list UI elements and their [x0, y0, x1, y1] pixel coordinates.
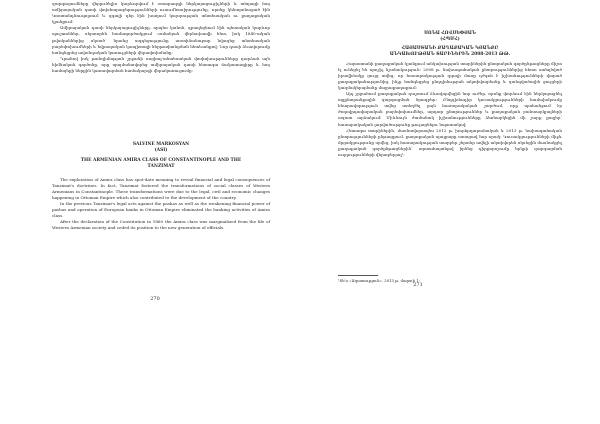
right-page [300, 0, 600, 424]
right-page-number: 271 [413, 282, 423, 288]
left-page-number: 270 [150, 296, 160, 302]
footnote: ¹Տե՛ս «Ազատություն», 2013 թ. մարտի 1: [338, 278, 420, 283]
left-armenian-paragraph-3: Դրանով իսկ թանզիմաթյան շրջանի սոցիալ-տնտեսական փոփոխությունները դարձան այն հիմնական գործոնը, որը պայմանավորեց ամիրայական դասի հետագա ճակատագիրը և հայ համայնքի ներքին կառավարման համակարգի վերակառուցումը: [52, 55, 270, 74]
left-armenian-paragraph-2: Ամիրայական դասի ներկայացուցիչները, որպես կանոն, զբաղեցնում էին պետական կարևոր պաշտոններ, սերտորեն համագործակցում օսմանյան վերնախավի հետ, իսկ 1840-ական թվականներից սկսած՝ նրանց ազդեցությունը աստիճանաբար նվազեց տնտեսական բարեփոխումների և եվրոպական կապիտալի ներթափանցման հետևանքով: Նոր դասի ձևավորումը հանգեցրեց ավանդական կառույցների վերափոխմանը: [52, 25, 270, 55]
article-paragraph-2: Այդ շրջանում քաղաքական դաշտում ձևավորվեցին նոր ուժեր, որոնք փորձում էին ներկայացնել այլընտրանքային զարգացման ծրագրեր: Ընդդիմադիր կուսակցությունների համախմբումը հնարավորություն տվեց ստեղծել լայն հասարակական շարժում, որը պահանջում էր ժողովրդավարական բարեփոխումներ, արդար ընտրություններ և քաղաքական բանտարկյալների ազատ արձակում: Միևնույն ժամանակ իշխանությունները ձեռնարկեցին մի շարք քայլեր՝ հասարակական լարվածությունը թուլացնելու նպատակով: [338, 91, 562, 127]
left-armenian-paragraph-1: զարգացումները վերլուծելիս կարևորվում է օտարազգի ներկայացուցիչների և տեղացի հայ ամիրայական դասի փոխհարաբերությունների ուսումնասիրությունը, որոնք կենտրոնացած էին Կոստանդնուպոլսում և զգալի դեր էին խաղում կայսրության տնտեսական ու քաղաքական կյանքում: [52, 1, 270, 25]
left-armenian-text [52, 1, 270, 74]
abstract-author: SALVINE MARKOSYAN [132, 142, 190, 147]
left-english-abstract [52, 142, 270, 231]
abstract-title: THE ARMENIAN AMIRA CLASS OF CONSTANTINOPLE AND THE TANZIMAT [80, 157, 242, 170]
article-paragraph-3: Հետագա տարիներին, մասնավորապես 2012 թ. խորհրդարանական և 2013 թ. նախագահական ընտրությունների ընթացքում, քաղաքական պայքարը ստացավ նոր որակ: Կուսակցությունների միջև մրցակցությունը սրվեց, իսկ հասարակության տարբեր շերտեր ավելի ակտիվորեն սկսեցին մասնակցել քաղաքական գործընթացներին՝ արտահայտելով իրենց դիրքորոշումը երկրի զարգացման ուղղությունների վերաբերյալ¹: [338, 127, 562, 158]
article-title-line-1: ՀԱՅԱՍՏԱՆԻ ՔԱՂԱՔԱԿԱՆ ԿՅԱՆՔԸ [401, 45, 499, 51]
article-title-line-2: ԱՆԿԱԽՈՒԹՅԱՆ ՏԱՐԻՆԵՐԻՆ 2008-2013 ԹԹ. [389, 52, 511, 58]
abstract-paragraph-2: In the previous Tanzimat's legal acts against the pashas as well as the weakening financial power of pashas and operation of European banks in Ottoman Empire eliminated the banking activities of Amira class. [52, 201, 270, 219]
article-affiliation: (ՀՊՄՀ) [440, 37, 460, 43]
abstract-affiliation: (ASI) [154, 148, 168, 154]
article-author: ՍՈՆԱ ՀՈՎՍԵՓՅԱՆ [424, 31, 476, 36]
right-article [338, 31, 562, 158]
abstract-paragraph-3: After the declaration of the Constitution in 1860 the Amira class was marginalized from the life of Western Armenian society and ceded its position to the new generation of officials. [52, 219, 270, 231]
abstract-paragraph-1: The exploration of Amira class has spot-date meaning to reveal financial and legal consequences of Tanzimat's doctrines. In fact, Tanzimat fostered the transformations of social classes of Western Armenians in Constantinople. These transformations were due to the legal, civil and economic changes happening in Ottoman Empire which also contributed to the development of the country. [52, 176, 270, 200]
footnote-rule [338, 275, 378, 276]
article-paragraph-1: Հայաստանի քաղաքական կյանքում անկախության տարիներին ընտրական գործընթացները միշտ էլ ունեցել են որոշիչ նշանակություն: 2008 թ. նախագահական ընտրություններից հետո ստեղծված իրավիճակը ցույց տվեց, որ հասարակության զգալի մասը դժգոհ է իշխանությունների վարած քաղաքականությունից, ինչը հանգեցրեց ընդդիմության ակտիվացմանը և զանգվածային ցույցերի կազմակերպմանը մայրաքաղաքում: [338, 60, 562, 90]
